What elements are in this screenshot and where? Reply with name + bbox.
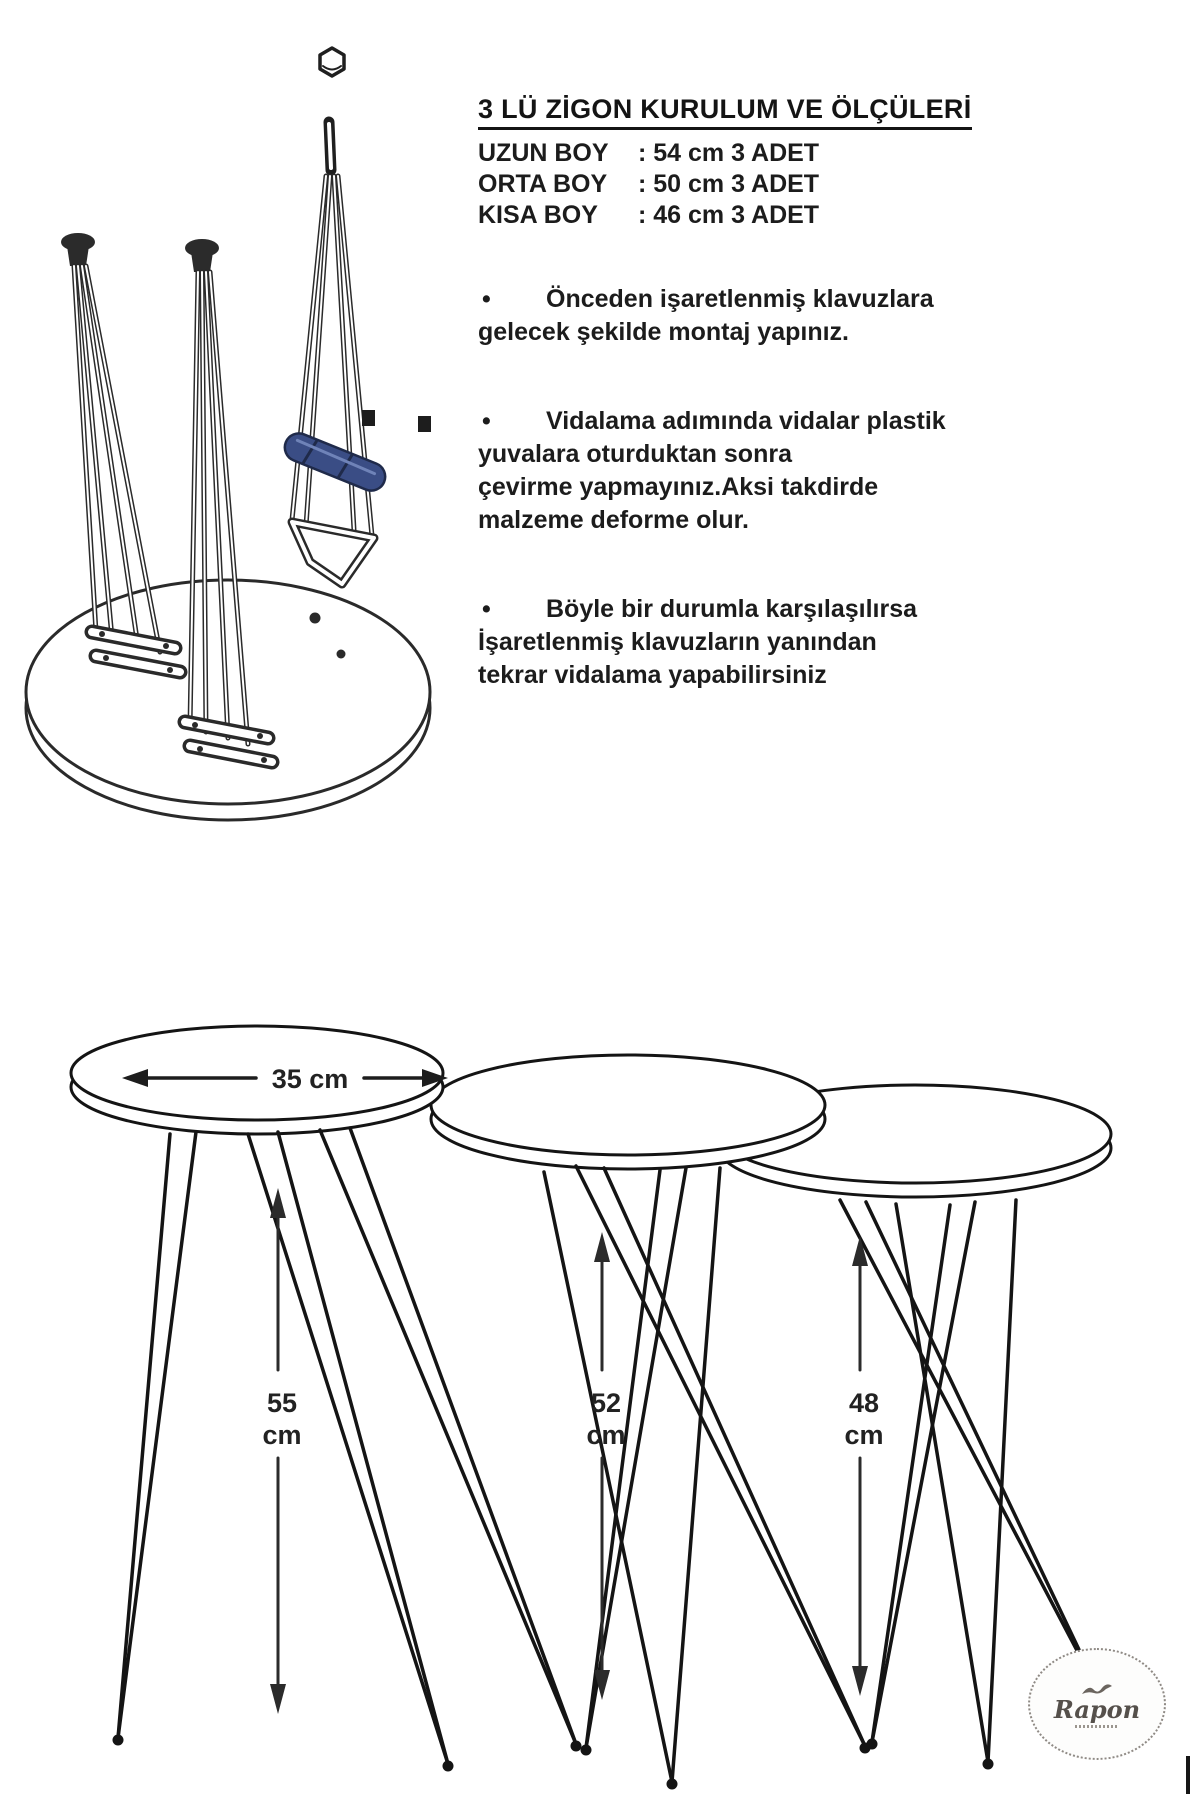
spec-row-medium xyxy=(478,169,1003,200)
size-spec-list xyxy=(478,138,1003,231)
page-title: 3 LÜ ZİGON KURULUM VE ÖLÇÜLERİ xyxy=(478,94,972,130)
spec-row-long xyxy=(478,138,1003,169)
brand-name: Rapon xyxy=(1053,1694,1141,1724)
height-unit: cm xyxy=(586,1420,626,1450)
height-value: 48 xyxy=(848,1388,880,1418)
clip-tab xyxy=(362,410,375,426)
spec-value: : 46 cm 3 ADET xyxy=(638,201,820,229)
spec-row-short xyxy=(478,200,1003,231)
instructions-panel xyxy=(478,94,1003,748)
height-value: 52 xyxy=(590,1388,622,1418)
bullet-icon: • xyxy=(482,407,491,435)
bullet-item xyxy=(478,593,1003,692)
bullet-item xyxy=(478,283,1003,349)
base-loop xyxy=(292,522,374,584)
leg-detached xyxy=(281,48,431,584)
clip-tab xyxy=(418,416,431,432)
height-value: 55 xyxy=(266,1388,298,1418)
nut-icon xyxy=(320,48,344,76)
bullet-text-line: tekrar vidalama yapabilirsiniz xyxy=(478,661,827,689)
guide-hole-dot xyxy=(310,613,321,624)
brand-tagline-decoration xyxy=(1075,1725,1119,1728)
page-edge-mark xyxy=(1186,1756,1190,1794)
spec-value: : 54 cm 3 ADET xyxy=(638,139,820,167)
diameter-label: 35 cm xyxy=(271,1064,349,1094)
bullet-item xyxy=(478,405,1003,537)
height-dimension-55 xyxy=(262,1188,301,1714)
threaded-stud xyxy=(329,122,331,170)
bullet-icon: • xyxy=(482,285,491,313)
brand-logo xyxy=(1028,1648,1166,1760)
bullet-text-line: İşaretlenmiş klavuzların yanından xyxy=(478,628,877,656)
instruction-bullets xyxy=(478,283,1003,692)
bullet-text-line: gelecek şekilde montaj yapınız. xyxy=(478,318,849,346)
bullet-text-line: Vidalama adımında vidalar plastik xyxy=(546,407,946,435)
spec-value: : 50 cm 3 ADET xyxy=(638,170,820,198)
assembly-diagram xyxy=(10,20,470,915)
height-dimension-48 xyxy=(844,1236,883,1696)
spec-label: ORTA BOY xyxy=(478,170,608,198)
bullet-icon: • xyxy=(482,595,491,623)
guide-hole-dot xyxy=(337,650,346,659)
bullet-text-line: yuvalara oturduktan sonra xyxy=(478,440,792,468)
spec-label: UZUN BOY xyxy=(478,139,609,167)
bullet-text-line: Böyle bir durumla karşılaşılırsa xyxy=(546,595,917,623)
nesting-tables-diagram xyxy=(20,1020,1180,1800)
spec-label: KISA BOY xyxy=(478,201,598,229)
height-unit: cm xyxy=(262,1420,302,1450)
height-unit: cm xyxy=(844,1420,884,1450)
bullet-text-line: malzeme deforme olur. xyxy=(478,506,749,534)
bullet-text-line: çevirme yapmayınız.Aksi takdirde xyxy=(478,473,879,501)
bullet-text-line: Önceden işaretlenmiş klavuzlara xyxy=(546,285,934,313)
